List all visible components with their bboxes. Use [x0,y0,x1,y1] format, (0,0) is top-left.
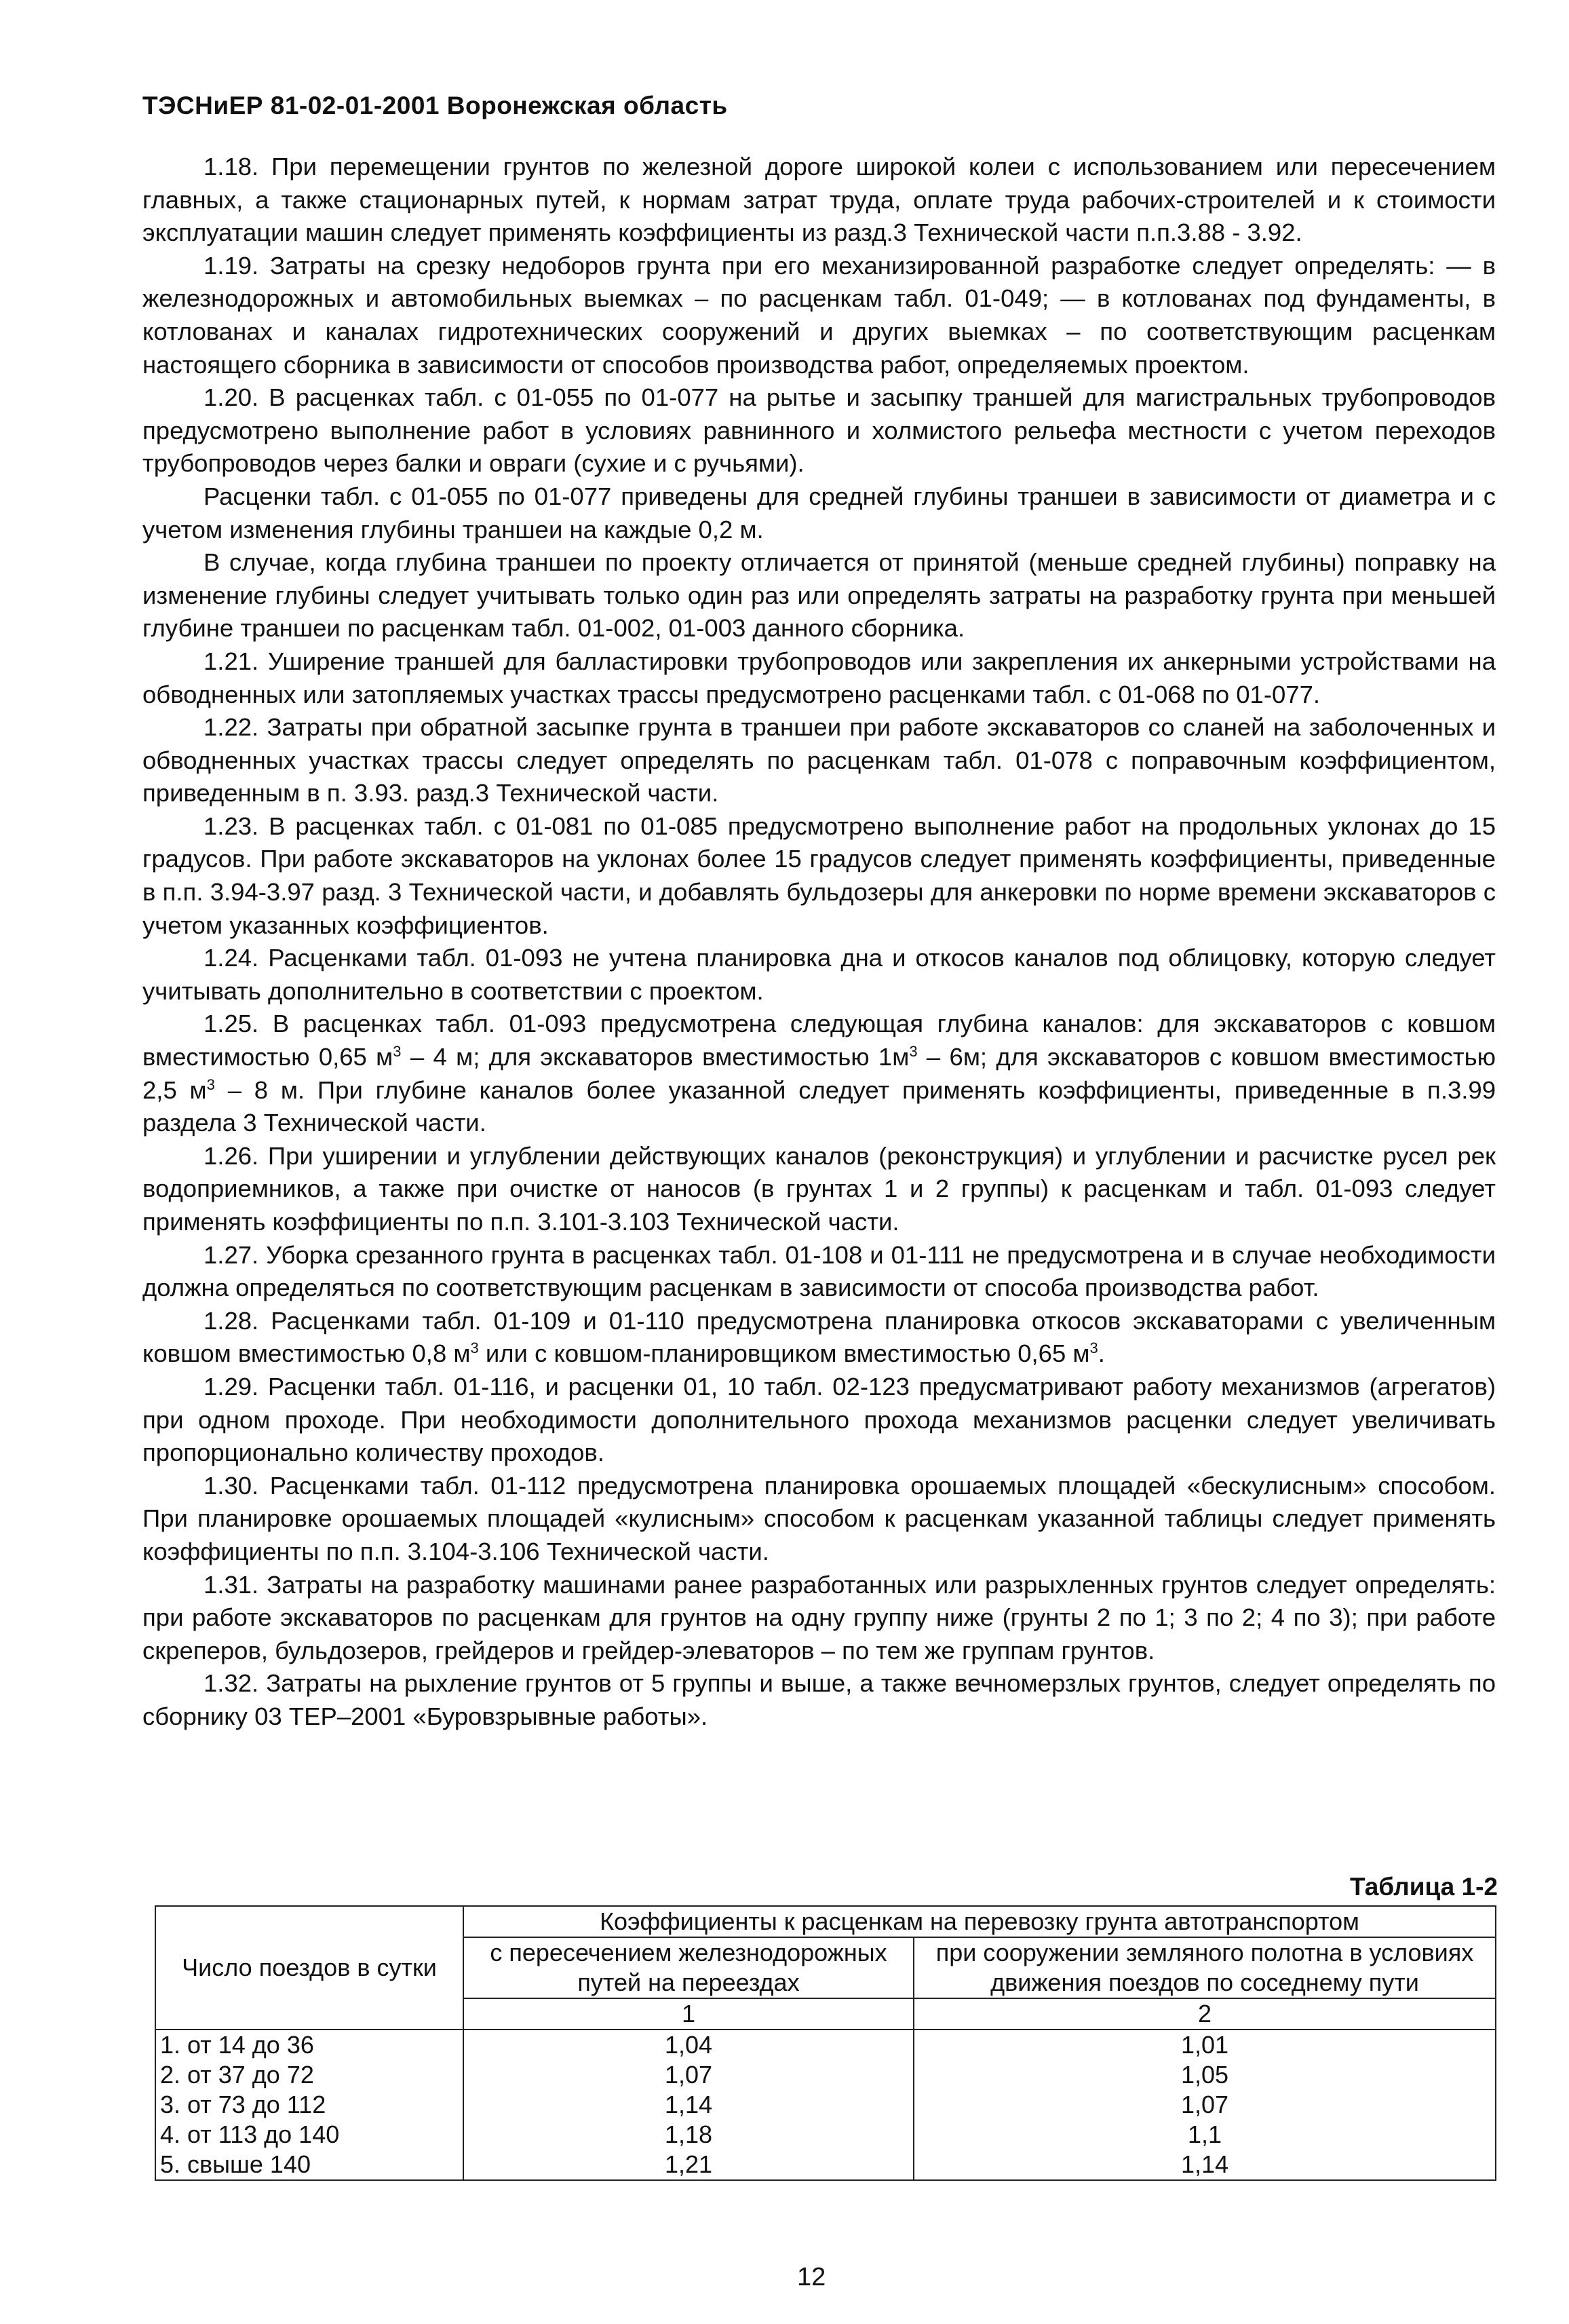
text-segment: 1.30. Расценками табл. 01-112 предусмотрена планировка орошаемых площадей «бескулисным» способом. При планировке орошаемых площадей «кулисным» способом к расценкам указанной таблицы следует применять коэффициенты по п.п. 3.104-3.106 Технической части. [142,1471,1496,1565]
paragraph [142,250,1496,381]
superscript: 3 [909,1042,918,1060]
paragraph [142,1470,1496,1569]
text-segment: 1.31. Затраты на разработку машинами ранее разработанных или разрыхленных грунтов следует определять: при работе экскаваторов по расценкам для грунтов на одну группу ниже (грунты 2 по 1; 3 по 2; 4 по 3); при работе скреперов, бульдозеров, грейдеров и грейдер-элеваторов – по тем же группам грунтов. [142,1570,1496,1664]
text-segment: 1.26. При уширении и углублении действующих каналов (реконструкция) и углублении и расчистке русел рек водоприемников, а также при очистке от наносов (в грунтах 1 и 2 группы) к расценкам и табл. 01-093 следует применять коэффициенты по п.п. 3.101-3.103 Технической части. [142,1141,1496,1236]
col2-value: 1,05 [914,2060,1496,2090]
paragraph [142,1371,1496,1470]
text-segment: 1.19. Затраты на срезку недоборов грунта при его механизированной разработке следует определять: — в железнодорожных и автомобильных выемках – по расценкам табл. 01-049; — в котлованах под фундаменты, в котлованах и каналах гидротехнических сооружений и других выемках – по соответствующим расценкам настоящего сборника в зависимости от способов производства работ, определяемых проектом. [142,251,1496,379]
table-row [155,2030,1496,2060]
paragraph [142,1305,1496,1371]
paragraph [142,942,1496,1008]
paragraph [142,480,1496,546]
paragraph [142,1239,1496,1305]
text-segment: 1.18. При перемещении грунтов по железной дороге широкой колеи с использованием или пересечением главных, а также стационарных путей, к нормам затрат труда, оплате труда рабочих-строителей и к стоимости эксплуатации машин следует применять коэффициенты из разд.3 Технической части п.п.3.88 - 3.92. [142,153,1496,247]
paragraph [142,645,1496,711]
row-label: 1. от 14 до 36 [155,2030,463,2060]
superscript: 3 [206,1075,215,1093]
paragraph [142,1008,1496,1139]
text-segment: Расценки табл. с 01-055 по 01-077 приведены для средней глубины траншеи в зависимости от диаметра и с учетом изменения глубины траншеи на каждые 0,2 м. [142,482,1496,544]
row-label: 5. свыше 140 [155,2150,463,2180]
text-segment: 1.28. Расценками табл. 01-109 и 01-110 предусмотрена планировка откосов экскаваторами с увеличенным ковшом вместимостью 0,8 м [142,1306,1496,1368]
table-row [155,2090,1496,2120]
text-segment: – 6м; для экскаваторов с ковшом вместимостью 2,5 м [142,1043,1496,1104]
superscript: 3 [470,1339,479,1357]
body-text [142,151,1496,1734]
paragraph [142,151,1496,250]
table-row [155,2150,1496,2180]
text-segment: 1.23. В расценках табл. с 01-081 по 01-085 предусмотрено выполнение работ на продольных уклонах до 15 градусов. При работе экскаваторов на уклонах более 15 градусов следует применять коэффициенты, приведенные в п.п. 3.94-3.97 разд. 3 Технической части, и добавлять бульдозеры для анкеровки по норме времени экскаваторов с учетом указанных коэффициентов. [142,812,1496,939]
paragraph [142,381,1496,480]
coefficients-table [155,1905,1496,2181]
paragraph [142,711,1496,810]
header-trains-per-day: Число поездов в сутки [155,1906,463,2030]
text-segment: 1.29. Расценки табл. 01-116, и расценки 01, 10 табл. 02-123 предусматривают работу механизмов (агрегатов) при одном проходе. При необходимости дополнительного прохода механизмов расценки следует увеличивать пропорционально количеству проходов. [142,1372,1496,1467]
header-col1: с пересечением железнодорожных путей на переездах [463,1937,914,1998]
header-coefficients: Коэффициенты к расценкам на перевозку грунта автотранспортом [463,1906,1496,1937]
page-header: ТЭСНиЕР 81-02-01-2001 Воронежская область [142,92,728,119]
table-row [155,2120,1496,2150]
superscript: 3 [1089,1339,1098,1357]
row-label: 3. от 73 до 112 [155,2090,463,2120]
text-segment: 1.24. Расценками табл. 01-093 не учтена планировка дна и откосов каналов под облицовку, которую следует учитывать дополнительно в соответствии с проектом. [142,944,1496,1005]
text-segment: 1.32. Затраты на рыхление грунтов от 5 группы и выше, а также вечномерзлых грунтов, следует определять по сборнику 03 ТЕР–2001 «Буровзрывные работы». [142,1669,1496,1730]
text-segment: 1.22. Затраты при обратной засыпке грунта в траншеи при работе экскаваторов со сланей на заболоченных и обводненных участках трассы следует определять по расценкам табл. 01-078 с поправочным коэффициентом, приведенным в п. 3.93. разд.3 Технической части. [142,713,1496,807]
paragraph [142,1140,1496,1239]
table-row [155,2060,1496,2090]
table-caption: Таблица 1-2 [1350,1873,1498,1901]
text-segment: 1.21. Уширение траншей для балластировки трубопроводов или закрепления их анкерными устройствами на обводненных или затопляемых участках трассы предусмотрено расценками табл. с 01-068 по 01-077. [142,647,1496,708]
paragraph [142,546,1496,645]
header-col1-number: 1 [463,1998,914,2030]
col1-value: 1,07 [463,2060,914,2090]
col2-value: 1,1 [914,2120,1496,2150]
text-segment: В случае, когда глубина траншеи по проекту отличается от принятой (меньше средней глубины) поправку на изменение глубины следует учитывать только один раз или определять затраты на разработку грунта при меньшей глубине траншеи по расценкам табл. 01-002, 01-003 данного сборника. [142,548,1496,643]
col1-value: 1,21 [463,2150,914,2180]
col2-value: 1,07 [914,2090,1496,2120]
row-label: 4. от 113 до 140 [155,2120,463,2150]
row-label: 2. от 37 до 72 [155,2060,463,2090]
header-col2: при сооружении земляного полотна в условиях движения поездов по соседнему пути [914,1937,1496,1998]
text-segment: 1.27. Уборка срезанного грунта в расценках табл. 01-108 и 01-111 не предусмотрена и в случае необходимости должна определяться по соответствующим расценкам в зависимости от способа производства работ. [142,1240,1496,1302]
col1-value: 1,14 [463,2090,914,2120]
col1-value: 1,04 [463,2030,914,2060]
text-segment: – 8 м. При глубине каналов более указанной следует применять коэффициенты, приведенные в п.3.99 раздела 3 Технической части. [142,1075,1496,1137]
col2-value: 1,01 [914,2030,1496,2060]
col1-value: 1,18 [463,2120,914,2150]
paragraph [142,1667,1496,1733]
paragraph [142,1569,1496,1668]
header-col2-number: 2 [914,1998,1496,2030]
text-segment: . [1098,1339,1105,1368]
paragraph [142,810,1496,942]
page-number: 12 [797,2263,826,2291]
text-segment: 1.20. В расценках табл. с 01-055 по 01-077 на рытье и засыпку траншей для магистральных трубопроводов предусмотрено выполнение работ в условиях равнинного и холмистого рельефа местности с учетом переходов трубопроводов через балки и овраги (сухие и с ручьями). [142,383,1496,478]
text-segment: или с ковшом-планировщиком вместимостью 0,65 м [478,1339,1090,1368]
superscript: 3 [393,1042,402,1060]
text-segment: – 4 м; для экскаваторов вместимостью 1м [401,1043,910,1071]
text-segment: 1.25. В расценках табл. 01-093 предусмотрена следующая глубина каналов: для экскаваторов с ковшом вместимостью 0,65 м [142,1010,1496,1071]
col2-value: 1,14 [914,2150,1496,2180]
